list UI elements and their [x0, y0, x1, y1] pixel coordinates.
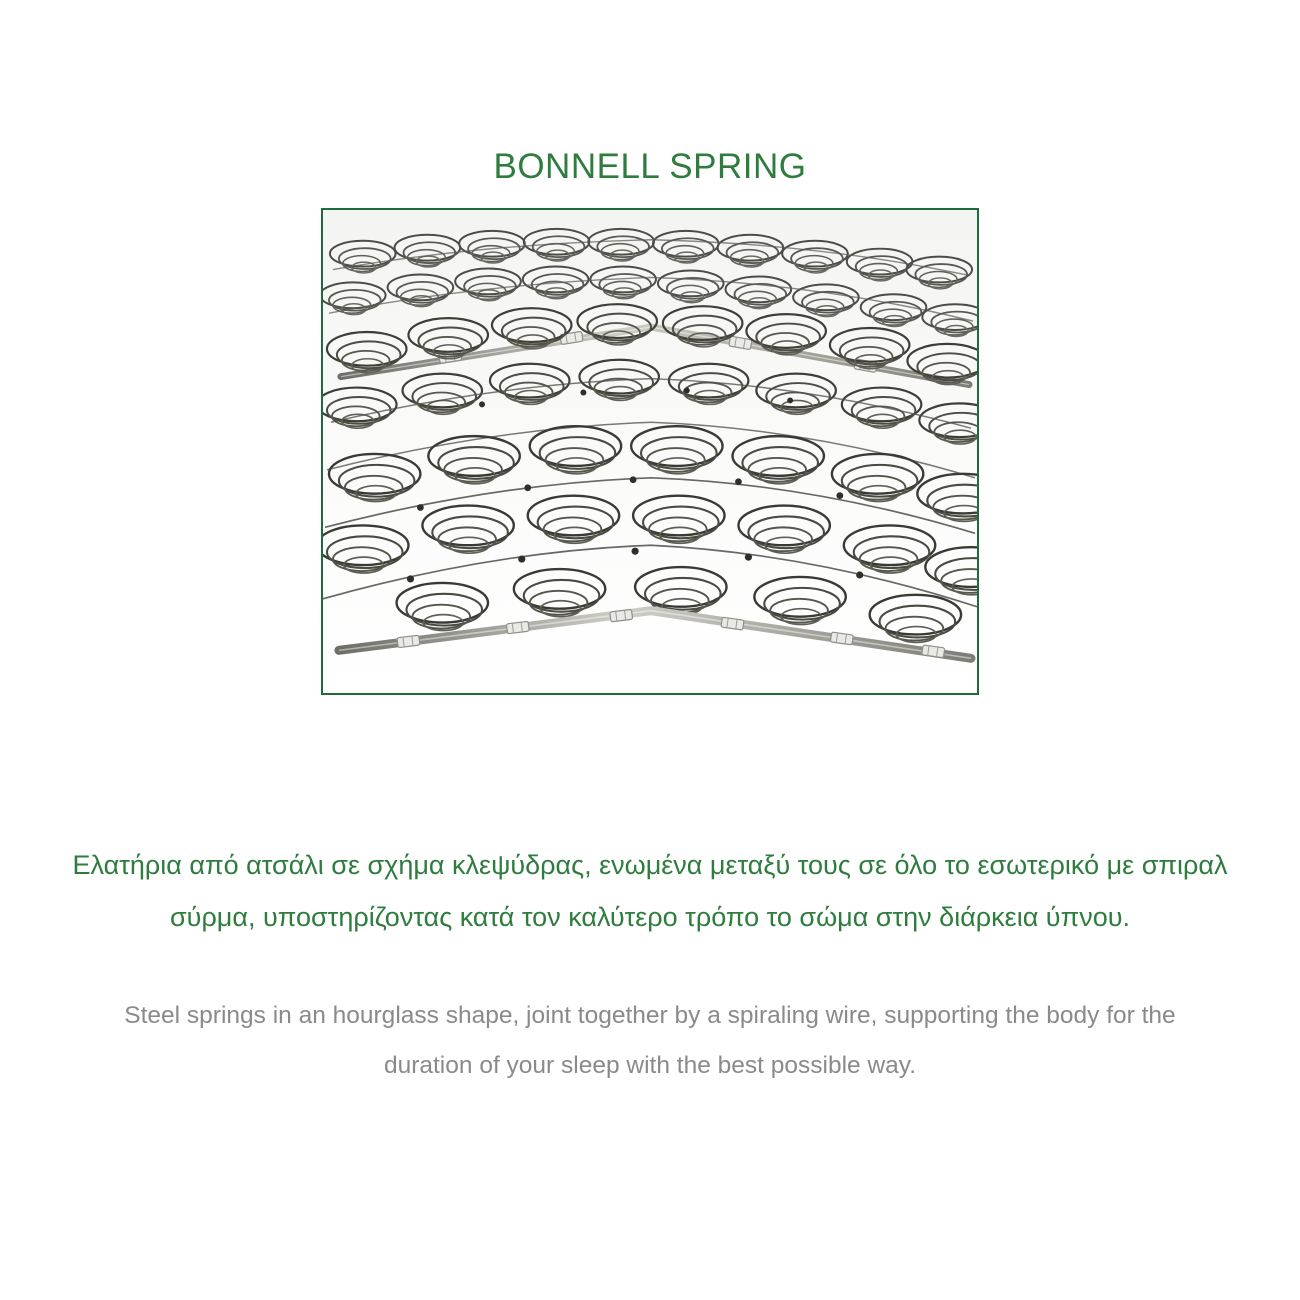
caption-greek: Ελατήρια από ατσάλι σε σχήμα κλεψύδρας, ενωμένα μεταξύ τους σε όλο το εσωτερικό με σπιραλ σύρμα, υποστηρίζοντας κατά τον καλύτερο τρόπο το σώμα στην διάρκεια ύπνου. — [72, 850, 1228, 932]
spring-image-frame — [321, 208, 979, 695]
caption-english: Steel springs in an hourglass shape, joint together by a spiraling wire, supporting the body for the duration of your sleep with the best possible way. — [124, 1001, 1176, 1079]
bonnell-spring-illustration — [323, 210, 977, 693]
page-title: BONNELL SPRING — [493, 147, 807, 187]
